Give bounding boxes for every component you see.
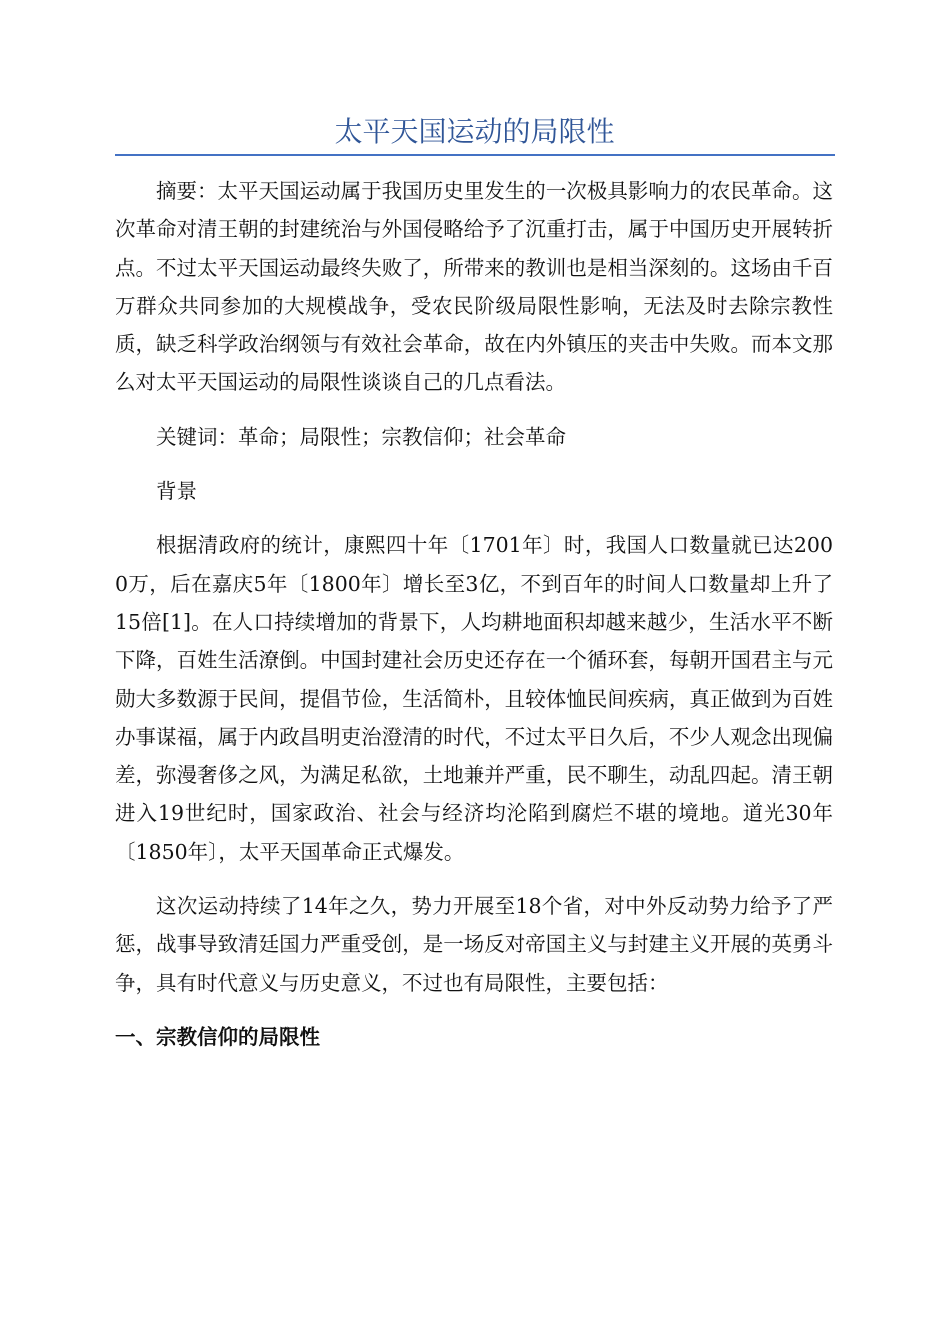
body-paragraph-2: 这次运动持续了14年之久，势力开展至18个省，对中外反动势力给予了严惩，战事导致清廷国力严重受创，是一场反对帝国主义与封建主义开展的英勇斗争，具有时代意义与历史意义，不过也有局限性，主要包括： (115, 894, 833, 995)
document-body (115, 172, 833, 1056)
background-label: 背景 (156, 479, 197, 504)
document-title: 太平天国运动的局限性 (334, 115, 615, 148)
abstract-paragraph: 摘要：太平天国运动属于我国历史里发生的一次极具影响力的农民革命。这次革命对清王朝的封建统治与外国侵略给予了沉重打击，属于中国历史开展转折点。不过太平天国运动最终失败了，所带来的教训也是相当深刻的。这场由千百万群众共同参加的大规模战争，受农民阶级局限性影响，无法及时去除宗教性质，缺乏科学政治纲领与有效社会革命，故在内外镇压的夹击中失败。而本文那么对太平天国运动的局限性谈谈自己的几点看法。 (115, 179, 833, 395)
section-heading: 一、宗教信仰的局限性 (115, 1024, 320, 1049)
keywords-line: 关键词：革命；局限性；宗教信仰；社会革命 (156, 424, 566, 449)
body-paragraph-1: 根据清政府的统计，康熙四十年〔1701年〕时，我国人口数量就已达2000万，后在嘉庆5年〔1800年〕增长至3亿，不到百年的时间人口数量却上升了15倍[1]。在人口持续增加的背景下，人均耕地面积却越来越少，生活水平不断下降，百姓生活潦倒。中国封建社会历史还存在一个循环套，每朝开国君主与元勋大多数源于民间，提倡节俭，生活简朴，且较体恤民间疾病，真正做到为百姓办事谋福，属于内政昌明吏治澄清的时代，不过太平日久后，不少人观念出现偏差，弥漫奢侈之风，为满足私欲，土地兼并严重，民不聊生，动乱四起。清王朝进入19世纪时，国家政治、社会与经济均沦陷到腐烂不堪的境地。道光30年〔1850年〕，太平天国革命正式爆发。 (115, 533, 833, 864)
title-underline (115, 154, 835, 156)
